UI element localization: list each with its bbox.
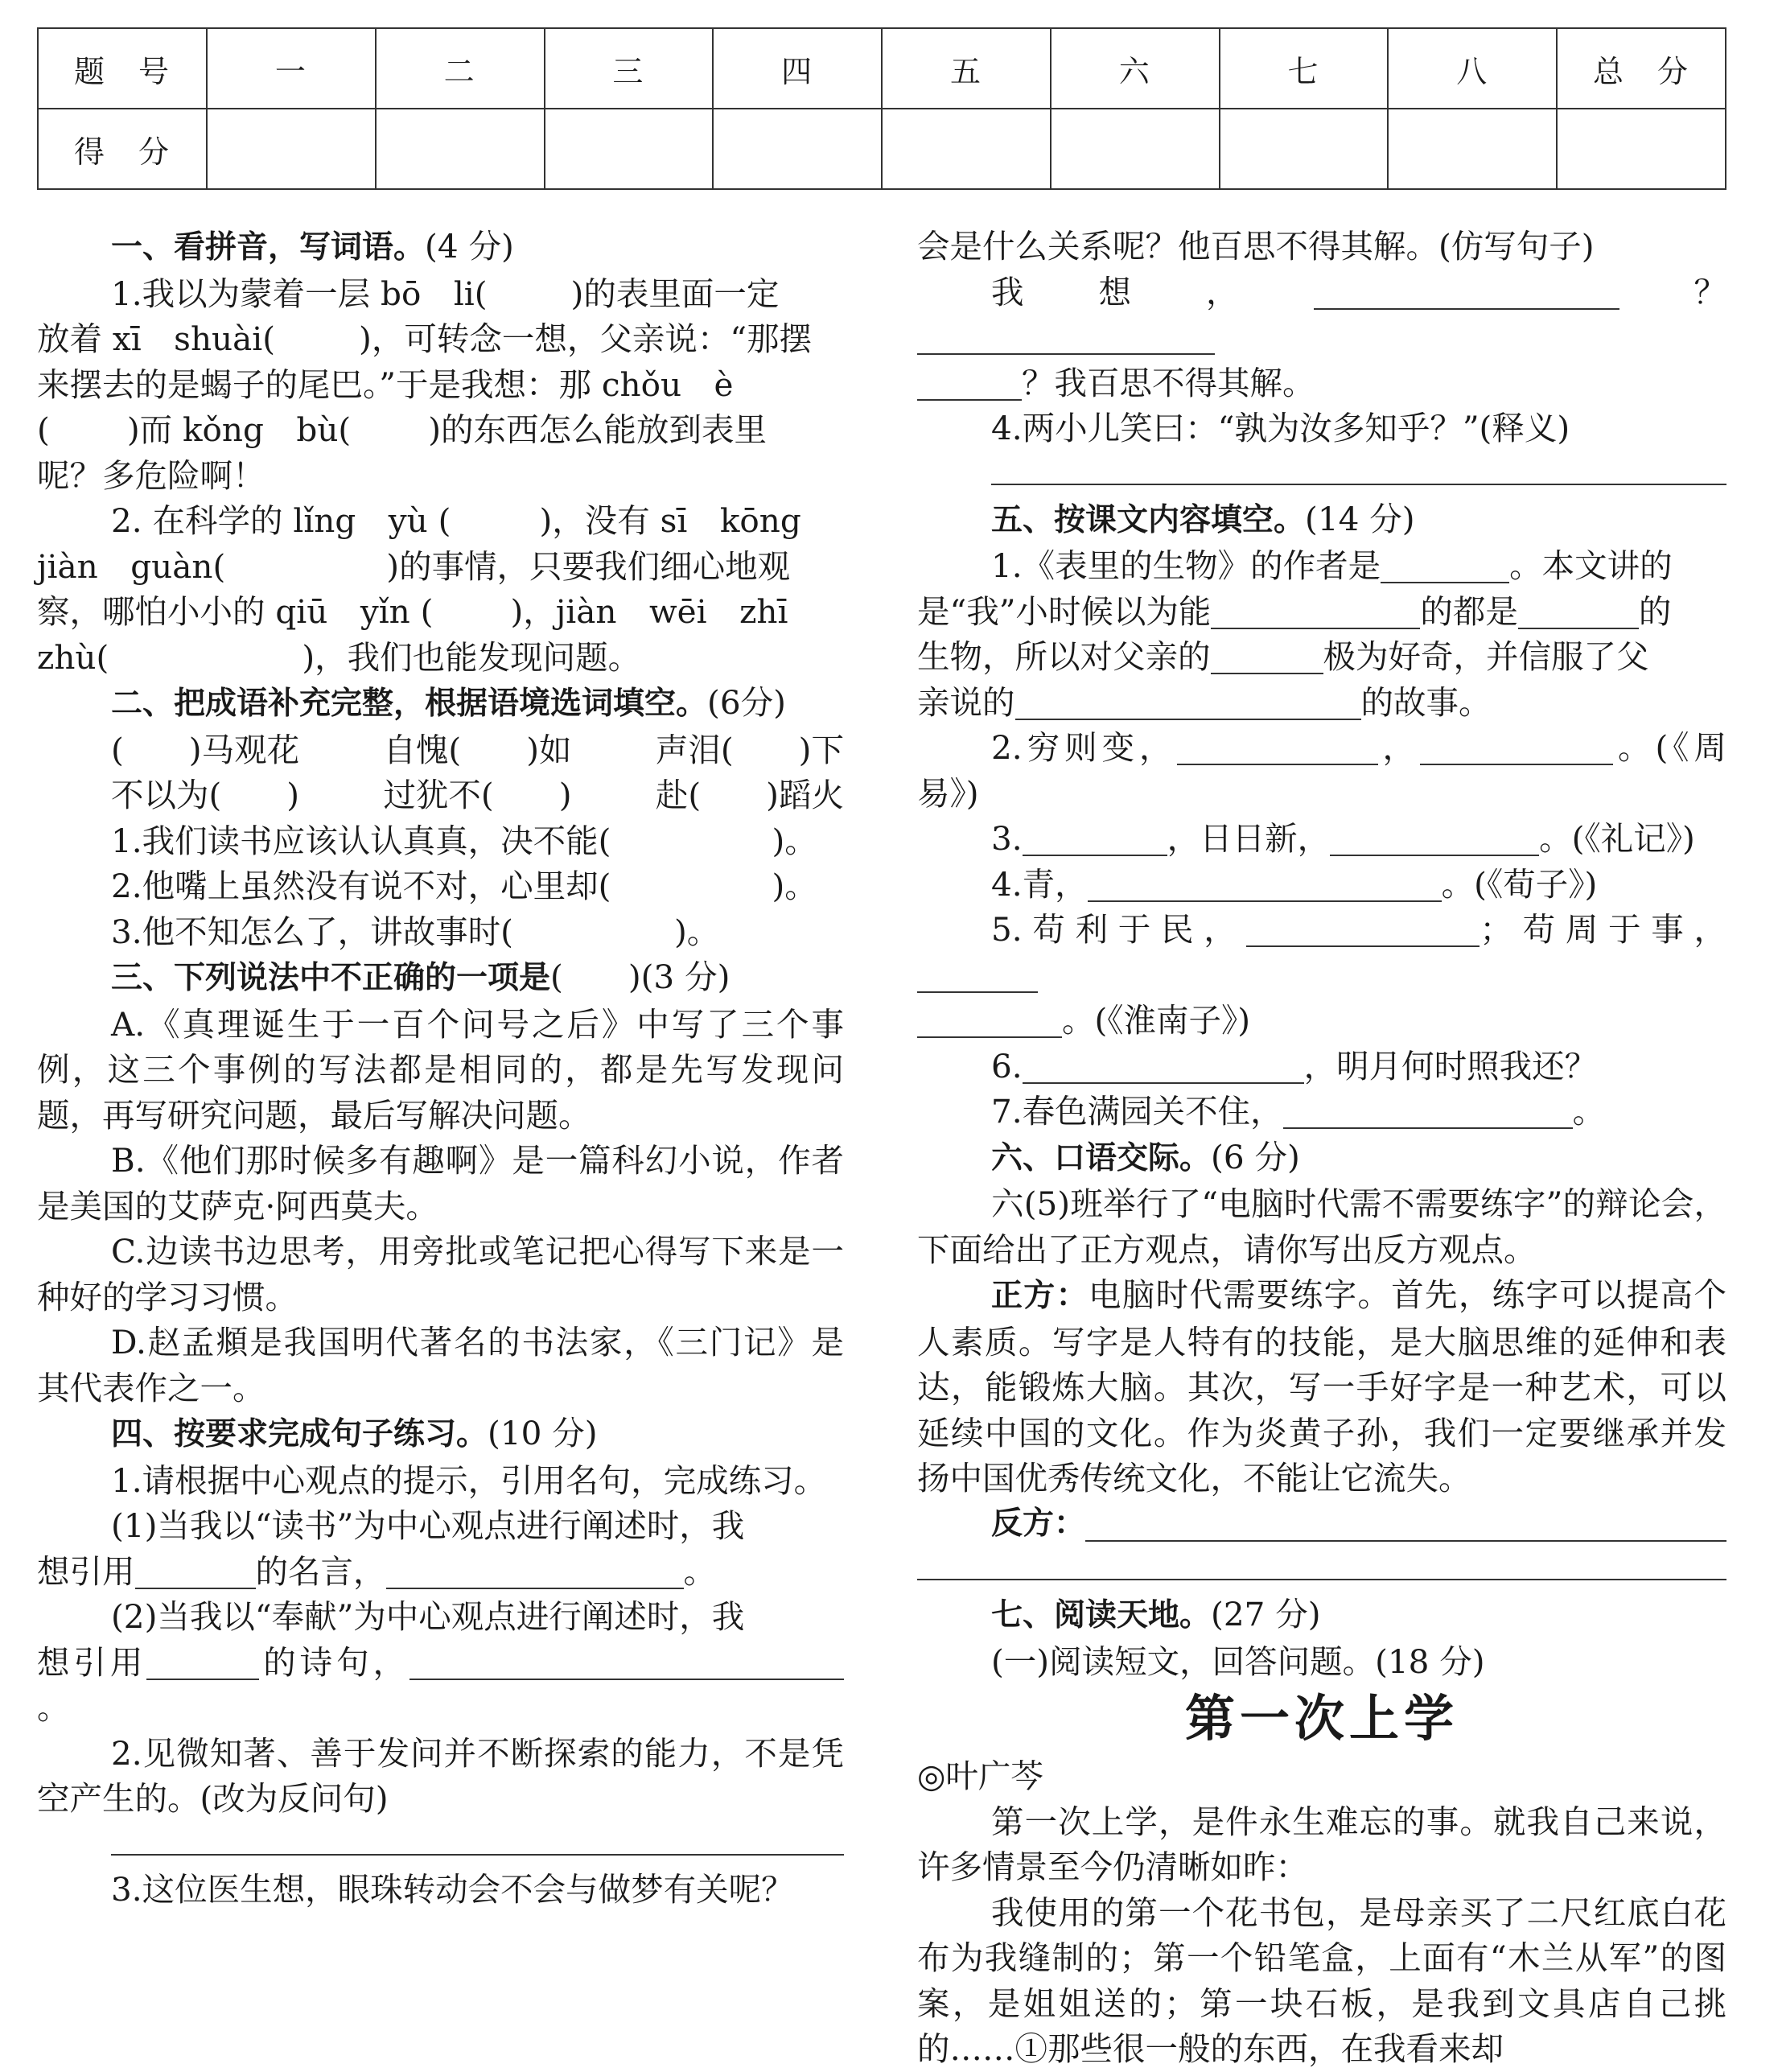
s1-line: 放着 xī shuài( )，可转念一想，父亲说：“那摆: [37, 319, 813, 358]
score-cell[interactable]: [882, 109, 1051, 189]
s5-q1-line3: 生物，所以对父亲的 极为好奇，并信服了父: [917, 637, 1649, 676]
s5-q1: 1.《表里的生物》的作者是 。本文讲的: [991, 546, 1673, 585]
answer-line[interactable]: [1518, 595, 1639, 629]
option-d: D.赵孟頫是我国明代著名的书法家，《三门记》是其代表作之一。: [37, 1323, 844, 1407]
s4-q3-continued: 会是什么关系呢？他百思不得其解。(仿写句子): [917, 227, 1595, 266]
answer-line[interactable]: [1420, 731, 1613, 765]
article-author: ◎叶广芩: [917, 1757, 1043, 1795]
section-2-heading: 二、把成语补充完整，根据语境选词填空。(6分): [111, 683, 786, 722]
s4-question-1: 1.请根据中心观点的提示，引用名句，完成练习。: [111, 1460, 827, 1500]
option-b: B.《他们那时候多有趣啊》是一篇科幻小说，作者是美国的艾萨克·阿西莫夫。: [37, 1141, 844, 1225]
s5-q3: 3. ，日日新， 。(《礼记》): [991, 819, 1695, 858]
answer-blank[interactable]: ( ): [550, 958, 641, 996]
s4-q2-answer: [37, 1822, 844, 1867]
header-cell: 六: [1051, 28, 1220, 109]
answer-line[interactable]: [917, 321, 1215, 355]
score-cell[interactable]: [1388, 109, 1557, 189]
answer-line[interactable]: [111, 1822, 844, 1856]
s6-con-answer: [917, 1547, 1726, 1592]
answer-line[interactable]: [1177, 731, 1378, 765]
section-1-heading: 一、看拼音，写词语。(4 分): [111, 227, 514, 266]
score-cell[interactable]: [713, 109, 882, 189]
header-cell: 一: [207, 28, 376, 109]
idiom-item[interactable]: 过犹不( ): [383, 776, 572, 814]
section-7-heading: 七、阅读天地。(27 分): [991, 1595, 1321, 1633]
score-label-cell: 得 分: [38, 109, 207, 189]
s7-sub-heading: (一)阅读短文，回答问题。(18 分): [991, 1642, 1485, 1681]
idiom-item[interactable]: 自愧( )如: [383, 730, 572, 769]
answer-line[interactable]: [1330, 822, 1539, 856]
header-cell: 题 号: [38, 28, 207, 109]
article-paragraph: 我使用的第一个花书包，是母亲买了二尺红底白花布为我缝制的；第一个铅笔盒，上面有“木兰从军”的图案，是姐姐送的；第一块石板，是我到文具店自己挑的……①那些很一般的东西，在我看来却: [917, 1893, 1726, 2068]
s1-line: 2. 在科学的 lǐng yù ( )，没有 sī kōng: [111, 501, 801, 540]
s4-question-2: 2.见微知著、善于发问并不断探索的能力，不是凭空产生的。(改为反问句): [37, 1733, 844, 1818]
answer-line[interactable]: [1088, 868, 1442, 902]
s4-question-4: 4.两小儿笑曰：“孰为汝多知乎？”(释义): [991, 409, 1570, 447]
idiom-item[interactable]: 赴( )蹈火: [655, 776, 844, 814]
s5-q4: 4.青， 。(《荀子》): [991, 864, 1598, 904]
s1-line: jiàn guàn( )的事情，只要我们细心地观: [37, 546, 791, 586]
s6-intro: 六(5)班举行了“电脑时代需不需要练字”的辩论会，下面给出了正方观点，请你写出反方观点。: [917, 1184, 1726, 1269]
s4-q1-2: (2)当我以“奉献”为中心观点进行阐述时，我: [111, 1597, 745, 1636]
s1-line: 1.我以为蒙着一层 bō li( )的表里面一定: [111, 274, 780, 313]
s1-line: ( )而 kǒng bù( )的东西怎么能放到表里: [37, 410, 768, 449]
score-cell[interactable]: [1220, 109, 1389, 189]
answer-line[interactable]: [1283, 1095, 1573, 1129]
s2-question: 1.我们读书应该认认真真，决不能( )。: [111, 821, 817, 860]
s4-q4-answer: [917, 451, 1726, 496]
answer-line[interactable]: [1246, 913, 1480, 947]
answer-line[interactable]: [1211, 595, 1420, 629]
answer-line[interactable]: [917, 367, 1022, 401]
answer-line[interactable]: [1015, 686, 1361, 720]
answer-line[interactable]: [1023, 1050, 1304, 1084]
idiom-item[interactable]: ( )马观花: [111, 730, 300, 769]
s6-con: 反方：: [917, 1501, 1726, 1547]
score-cell[interactable]: [207, 109, 376, 189]
right-column: [917, 224, 1726, 2072]
idiom-item[interactable]: 声泪( )下: [655, 730, 844, 769]
answer-line[interactable]: [146, 1646, 259, 1680]
article-paragraph: 第一次上学，是件永生难忘的事。就我自己来说，许多情景至今仍清晰如昨：: [917, 1802, 1726, 1886]
score-cell[interactable]: [1557, 109, 1726, 189]
s5-q1-line4: 亲说的 的故事。: [917, 682, 1492, 722]
s4-q1-2-fill: 想引用 的诗句，。: [37, 1640, 844, 1731]
answer-line[interactable]: [991, 451, 1726, 485]
idiom-item[interactable]: 不以为( ): [111, 776, 300, 814]
s4-q1-1-fill: 想引用 的名言， 。: [37, 1551, 716, 1591]
answer-line[interactable]: [135, 1555, 256, 1589]
s5-q2: 2.穷则变， ， 。(《周易》): [917, 728, 1726, 813]
answer-line[interactable]: [917, 959, 1038, 993]
s4-question-3: 3.这位医生想，眼珠转动会不会与做梦有关呢？: [111, 1869, 794, 1909]
answer-line[interactable]: [1023, 822, 1167, 856]
s5-q5: 5.苟利于民， ；苟周于事，: [917, 907, 1726, 998]
answer-line[interactable]: [1381, 550, 1509, 583]
s5-q1-line2: 是“我”小时候以为能 的都是 的: [917, 591, 1672, 631]
score-cell[interactable]: [376, 109, 545, 189]
header-cell: 三: [545, 28, 714, 109]
answer-line[interactable]: [1314, 276, 1619, 310]
answer-line[interactable]: [386, 1555, 684, 1589]
score-cell[interactable]: [545, 109, 714, 189]
section-6-heading: 六、口语交际。(6 分): [991, 1137, 1300, 1176]
option-c: C.边读书边思考，用旁批或笔记把心得写下来是一种好的学习习惯。: [37, 1232, 844, 1316]
s5-q7: 7.春色满园关不住， 。: [991, 1092, 1606, 1131]
header-cell: 二: [376, 28, 545, 109]
score-table: [37, 27, 1726, 190]
score-cell[interactable]: [1051, 109, 1220, 189]
answer-line[interactable]: [917, 1004, 1062, 1038]
s4-q1-1: (1)当我以“读书”为中心观点进行阐述时，我: [111, 1506, 745, 1545]
header-cell: 八: [1388, 28, 1557, 109]
idiom-row-1: [37, 727, 844, 773]
header-cell: 七: [1220, 28, 1389, 109]
s4-q3-fill: 我想， ？: [917, 270, 1726, 360]
s1-line: 呢？多危险啊！: [37, 455, 265, 495]
answer-line[interactable]: [409, 1646, 844, 1680]
score-table-score-row: [38, 109, 1726, 189]
s2-question: 3.他不知怎么了，讲故事时( )。: [111, 912, 720, 951]
s1-line: 来摆去的是蝎子的尾巴。”于是我想：那 chǒu è: [37, 365, 734, 404]
header-cell: 五: [882, 28, 1051, 109]
idiom-row-2: [37, 772, 844, 818]
header-cell: 四: [713, 28, 882, 109]
article-title: 第一次上学: [1184, 1689, 1459, 1748]
s5-q6: 6. ，明月何时照我还？: [991, 1046, 1598, 1085]
section-3-heading: 三、下列说法中不正确的一项是( )(3 分): [111, 958, 730, 996]
option-a: A.《真理诞生于一百个问号之后》中写了三个事例，这三个事例的写法都是相同的，都是先写发现问题，再写研究问题，最后写解决问题。: [37, 1004, 844, 1135]
score-table-header-row: [38, 28, 1726, 109]
section-5-heading: 五、按课文内容填空。(14 分): [991, 499, 1415, 538]
s5-q5-line2: 。(《淮南子》): [917, 998, 1726, 1044]
answer-line[interactable]: [917, 1547, 1726, 1580]
header-cell: 总 分: [1557, 28, 1726, 109]
s4-q3-fill-2: ？我百思不得其解。: [917, 360, 1726, 406]
s2-question: 2.他嘴上虽然没有说不对，心里却( )。: [111, 867, 817, 905]
s6-pro: 正方：电脑时代需要练字。首先，练字可以提高个人素质。写字是人特有的技能，是大脑思维的延伸和表达，能锻炼大脑。其次，写一手好字是一种艺术，可以延续中国的文化。作为炎黄子孙，我们一定要继承并发扬中国优秀传统文化，不能让它流失。: [917, 1275, 1726, 1497]
s1-line: 察，哪怕小小的 qiū yǐn ( )，jiàn wēi zhī: [37, 592, 788, 631]
s1-line: zhù( )，我们也能发现问题。: [37, 637, 641, 677]
section-4-heading: 四、按要求完成句子练习。(10 分): [111, 1414, 598, 1452]
answer-line[interactable]: [1211, 641, 1323, 674]
answer-line[interactable]: [1085, 1508, 1726, 1542]
left-column: [37, 224, 844, 1912]
